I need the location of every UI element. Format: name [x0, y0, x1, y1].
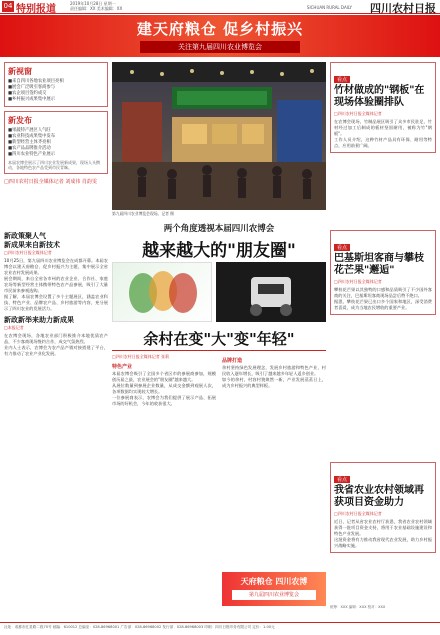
- sidebar-box-2: [330, 230, 436, 315]
- sidebar-paragraph: 这批资金将有力推动我省现代农业发展，助力乡村振兴战略实施。: [334, 537, 432, 548]
- feature-banner: [0, 15, 440, 57]
- expo-logo-panel: [112, 262, 212, 322]
- left-article-paragraph: 展会期间，来自全省各市州的农业企业、合作社、家庭农场等新型经营主体携带特色农产品参展，吸引了大量市民前来参观选购。: [4, 276, 108, 293]
- sidebar-paragraph: 据悉，攀枝花芒果已出口多个国家和地区，深受消费者喜爱，成为当地农民增收的重要产业。: [334, 299, 432, 310]
- headline-main[interactable]: 越来越大的"朋友圈": [142, 241, 296, 261]
- promo-ad[interactable]: [222, 572, 326, 606]
- new-release-box: [4, 111, 108, 174]
- left-article2-paragraph: 业内人士表示，农博会为农产品产销对接搭建了平台，有力推动了农业产业化发展。: [4, 345, 108, 356]
- paper-logo: 四川农村日报: [370, 2, 436, 15]
- banner-title: 建天府粮仓 促乡村振兴: [136, 20, 304, 38]
- center-paragraph: 从展位数量到参展企业数量，从成交金额到观展人次，各项数据均实现较大增长。: [112, 383, 216, 394]
- column-name: 特别报道: [16, 4, 56, 15]
- left-byline: □四川农村日报全媒体记者 刘成伟 肖韵雯: [4, 179, 97, 185]
- sidebar-byline: □四川农村日报全媒体记者: [334, 279, 382, 284]
- page-footer: 社址：成都市红星路二段70号 邮编：610012 总编室：028-86968001 广告部：028-86968002 发行部：028-86968003 印刷：四川日报印务有限公司 定价：1.00元: [0, 622, 440, 635]
- news-window-item[interactable]: ■乡村振兴成果集中展示: [8, 97, 56, 102]
- news-window-item[interactable]: ■农企项目签约成交: [8, 91, 47, 96]
- main-photo: [112, 62, 326, 210]
- sidebar-paragraph: 近日，记者从省农业农村厅获悉，我省农业农村领域获得一批项目资金支持，将用于农业基础设施建设和特色产业发展。: [334, 519, 432, 536]
- new-release-item[interactable]: ■农业科技成果集中发布: [8, 134, 56, 139]
- sidebar-tag: 看点: [334, 244, 350, 251]
- sidebar-tag: 看点: [334, 476, 350, 483]
- robot-photo: [216, 262, 326, 322]
- new-release-item[interactable]: ■果蔬特产展区人气旺: [8, 128, 51, 133]
- center-paragraph: 余村坚持绿色发展理念，发展乡村旅游和特色产业，村民收入逐年增长，吸引了越来越多年轻人返乡创业。: [222, 365, 326, 376]
- center-byline: □四川农村日报全媒体记者 张莉: [112, 354, 170, 359]
- center-col-2: [222, 354, 326, 389]
- leaf-logo-icon: [113, 263, 213, 323]
- center-subhead-1: 特色产业: [112, 364, 133, 370]
- left-article2-title[interactable]: 新政新举来助力新成果: [4, 316, 74, 324]
- news-window-item[interactable]: ■来自四川各地农业项目亮相: [8, 79, 64, 84]
- expo-hall-image: [112, 62, 326, 210]
- ad-title: 天府粮仓 四川农博: [240, 577, 308, 586]
- sidebar-tag: 看点: [334, 76, 350, 83]
- feature-title[interactable]: 余村在变"大"变"年轻": [143, 330, 295, 348]
- new-release-note: 本届农博会展示了四川农业发展新成果，现场人头攒动，各地特色农产品受到市民青睐。: [8, 160, 100, 170]
- center-paragraph: 本届农博会吸引了全国多个省区市的参展商参加，规模创历届之最，农业展会的"朋友圈"越来越大。: [112, 371, 216, 382]
- header-meta-line1: 2019年10月28日 星期一: [70, 1, 116, 6]
- new-release-heading: 新发布: [8, 116, 32, 125]
- banner-subtitle: 关注第九届四川农业博览会: [140, 41, 300, 53]
- sidebar-title[interactable]: 竹材做成的"钢板"在现场体验圈排队: [334, 85, 425, 108]
- new-release-item[interactable]: ■四川农业特色产业展示: [8, 152, 56, 157]
- sidebar-byline: □四川农村日报全媒体记者: [334, 111, 382, 116]
- left-article-title-2[interactable]: 新成果来自新技术: [4, 241, 60, 249]
- divider-rule: [112, 350, 326, 351]
- left-article: [4, 232, 108, 357]
- page-number: 04: [3, 2, 13, 10]
- sidebar-title[interactable]: 巴基斯坦客商与攀枝花芒果"邂逅": [334, 253, 424, 276]
- sidebar-byline: □四川农村日报全媒体记者: [334, 511, 382, 516]
- ad-subtitle: 第九届四川农业博览会: [232, 590, 316, 600]
- left-article-paragraph: 据了解，本届农博会设置了多个主题展区，涵盖农业科技、特色产业、品牌农产品、乡村旅游等内容，充分展示了四川农业的发展活力。: [4, 294, 108, 311]
- sidebar-title[interactable]: 我省农业农村领域再获项目资金助力: [334, 485, 424, 508]
- left-article-byline: □四川农村日报全媒体记者: [4, 250, 52, 255]
- new-release-item[interactable]: ■农产品品牌推介活动: [8, 146, 51, 151]
- mid-illustrations: [112, 262, 326, 322]
- header-date: SICHUAN RURAL DAILY: [306, 5, 352, 10]
- left-article-title-1[interactable]: 新政策聚人气: [4, 232, 46, 240]
- left-article-paragraph: 10月25日，第九届四川农业博览会在成都开幕。本届农博会以建天府粮仓、促乡村振兴为主题，集中展示全省农业农村发展成果。: [4, 258, 108, 275]
- robot-image: [216, 262, 326, 322]
- headline-kicker: 两个角度透视本届四川农博会: [163, 224, 275, 234]
- news-window-heading: 新视窗: [8, 67, 32, 76]
- sidebar-box-3: [330, 462, 436, 553]
- header-meta-line2: 责任编辑：XX 美术编辑：XX: [70, 6, 123, 11]
- center-paragraph: 如今的余村，村容村貌焕然一新，产业发展蒸蒸日上，成为乡村振兴的典型样板。: [222, 377, 326, 388]
- sidebar-paragraph: 在农博会现场，竹制品展区吸引了众多市民驻足，竹材经过加工后制成的板材坚固耐用，被称为竹"钢板"。: [334, 119, 432, 136]
- sidebar-box-1: [330, 62, 436, 153]
- news-window-box: [4, 62, 108, 107]
- photo-caption: 第九届四川农业博览会现场。记者 摄: [112, 211, 174, 216]
- new-release-item[interactable]: ■新型经营主体齐亮相: [8, 140, 51, 145]
- editor-signature: 统筹：XXX 编辑：XXX 校对：XXX: [330, 605, 386, 609]
- left-article2-byline: □本报记者: [4, 325, 24, 330]
- header-meta: [70, 1, 122, 11]
- left-column: [4, 62, 108, 187]
- center-headline: [112, 222, 326, 261]
- center-col-1: [112, 354, 216, 407]
- center-subhead-2: 品牌打造: [222, 358, 243, 364]
- sidebar-paragraph: 攀枝花芒果以其独特的口感和品质吸引了不少国外客商的关注，巴基斯坦客商现场品尝后赞不绝口。: [334, 287, 432, 298]
- page-header: [0, 0, 440, 14]
- sidebar-paragraph: 工作人员介绍，这种竹材产品具有环保、耐用等特点，应用前景广阔。: [334, 137, 432, 148]
- center-paragraph: 一位参展商表示，农博会为我们提供了展示产品、拓展市场的好机会，今年的收获很大。: [112, 395, 216, 406]
- left-article2-paragraph: 在农博会现场，各地农业部门积极推介本地优质农产品，不少客商现场签约合作，成交气氛热烈。: [4, 333, 108, 344]
- news-window-item[interactable]: ■展会广泛吸引客商参与: [8, 85, 56, 90]
